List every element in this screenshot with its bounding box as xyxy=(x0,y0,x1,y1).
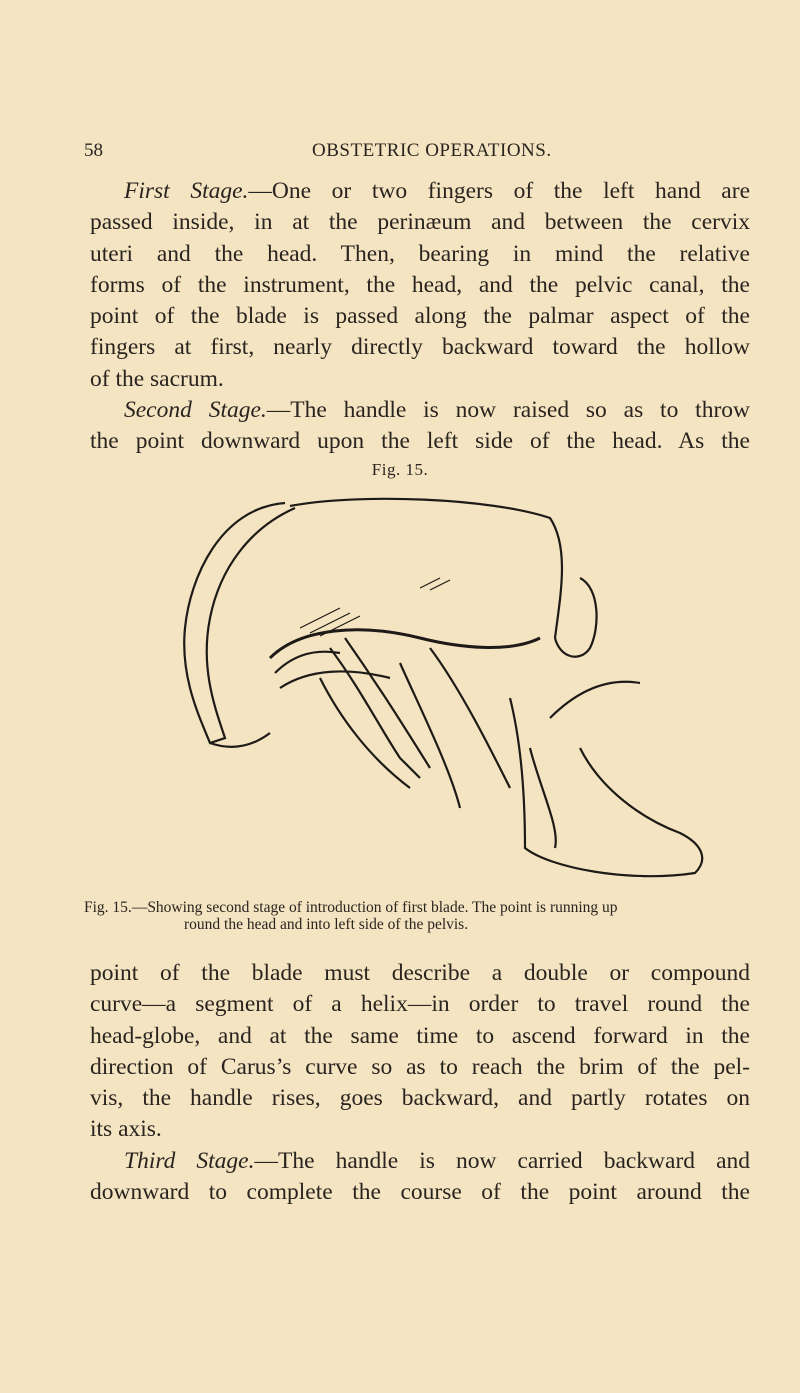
section-heading: First Stage. xyxy=(124,178,249,204)
fingers xyxy=(275,652,390,688)
paragraph-continuation: point of the blade must describe a double or compound curve—a segment of a helix—in order to travel round the head-globe, and at the same time to ascend forward in the direction of Carus’s curve so as to reach the brim of the pel- vis, the handle rises, goes backward, and partly rotates on its axis. Third Stage.—The handle is now carried backward and downward to complete the course of the point around the xyxy=(90,960,750,1206)
section-heading: Third Stage. xyxy=(124,1147,255,1174)
section-heading: Second Stage. xyxy=(124,397,267,424)
thigh-outline xyxy=(184,503,295,743)
lower-blade xyxy=(530,682,640,848)
figure-label: Fig. 15. xyxy=(371,460,429,479)
figure-caption: Fig. 15.—Showing second stage of introduction of first blade. The point is running up round the head and into left side of the pelvis. xyxy=(84,899,618,933)
running-header xyxy=(0,140,800,170)
blade xyxy=(330,638,430,778)
forceps-illustration xyxy=(160,488,730,888)
head-outline xyxy=(290,499,562,638)
page-number: 58 xyxy=(84,140,103,161)
handle xyxy=(320,678,410,788)
forearm xyxy=(400,648,510,808)
shank xyxy=(510,698,702,876)
running-title: OBSTETRIC OPERATIONS. xyxy=(312,140,552,161)
hatching xyxy=(300,578,450,636)
paragraph-first-stage: First Stage.—One or two fingers of the left hand are passed inside, in at the perinæum and between the cervix uteri and the head. Then, bearing in mind the relative forms of the instrument, the head, and the pelvic canal, the point of the blade is passed along the palmar aspect of the fingers at first, nearly directly backward toward the hollow of the sacrum. Second Stage.—The handle is now raised so as to throw the point downward upon the left side of the head. As the xyxy=(90,178,750,455)
